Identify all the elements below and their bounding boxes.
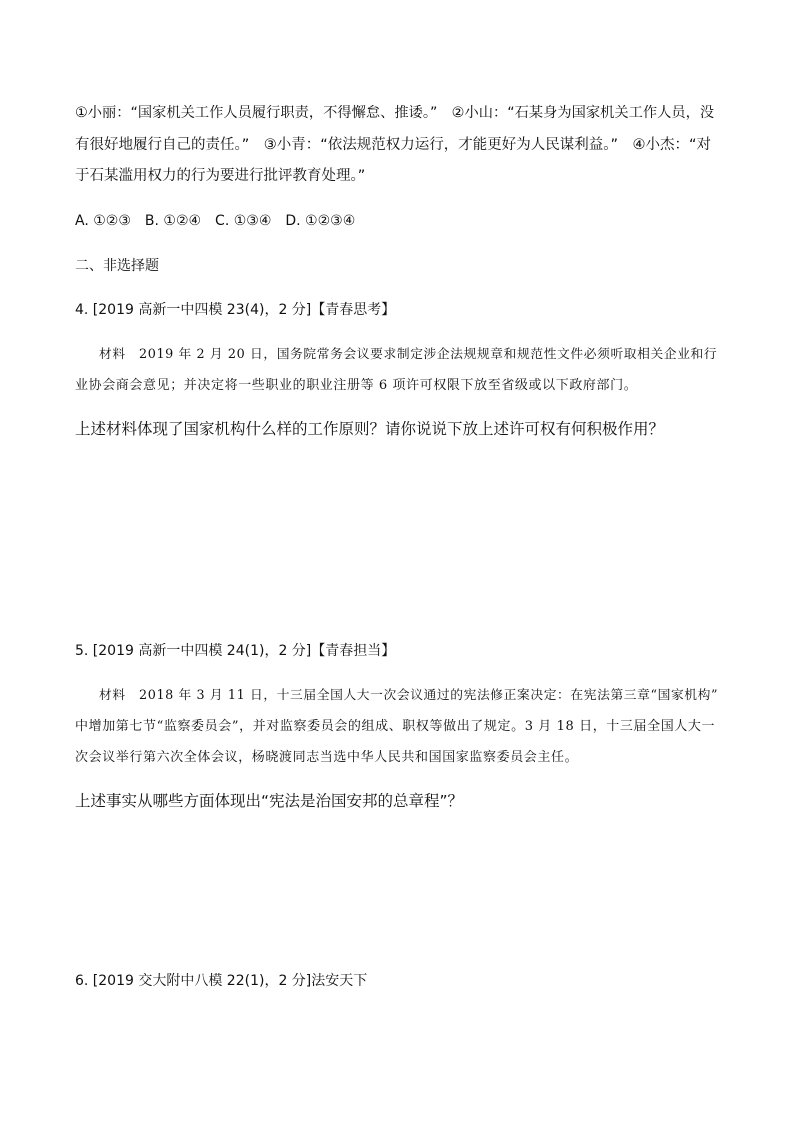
q5-header: 5. [2019 高新一中四模 24(1)，2 分]【青春担当】 — [75, 643, 396, 659]
q4-question: 上述材料体现了国家机构什么样的工作原则？请你说说下放上述许可权有何积极作用？ — [75, 420, 665, 438]
section-heading: 二、非选择题 — [75, 258, 159, 274]
q3-opinions-line3: 于石某滥用权力的行为要进行批评教育处理。” — [75, 168, 366, 184]
q4-material-line2: 业协会商会意见；并决定将一些职业的职业注册等 6 项许可权限下放至省级或以下政府部门。 — [75, 378, 638, 393]
q5-question: 上述事实从哪些方面体现出“宪法是治国安邦的总章程”？ — [75, 792, 464, 810]
q3-opinions-line1: ①小丽：“国家机关工作人员履行职责，不得懈怠、推诿。” ②小山：“石某身为国家机关工作人员，没 — [75, 105, 715, 121]
q5-material-line2: 中增加第七节“监察委员会”，并对监察委员会的组成、职权等做出了规定。3 月 18 日，十三届全国人大一 — [75, 719, 716, 734]
q4-material-line1: 材料 2019 年 2 月 20 日，国务院常务会议要求制定涉企法规规章和规范性文件必须听取相关企业和行 — [99, 347, 718, 362]
q4-header: 4. [2019 高新一中四模 23(4)，2 分]【青春思考】 — [75, 302, 396, 318]
q6-header: 6. [2019 交大附中八模 22(1)，2 分]法安天下 — [75, 973, 368, 989]
q3-opinions-line2: 有很好地履行自己的责任。” ③小青：“依法规范权力运行，才能更好为人民谋利益。” ④小杰：“对 — [75, 137, 712, 153]
q5-material-line1: 材料 2018 年 3 月 11 日，十三届全国人大一次会议通过的宪法修正案决定：在宪法第三章“国家机构” — [99, 688, 719, 703]
q5-material-line3: 次会议举行第六次全体会议，杨晓渡同志当选中华人民共和国国家监察委员会主任。 — [75, 750, 579, 765]
q3-answer-options: A. ①②③ B. ①②④ C. ①③④ D. ①②③④ — [75, 213, 356, 229]
